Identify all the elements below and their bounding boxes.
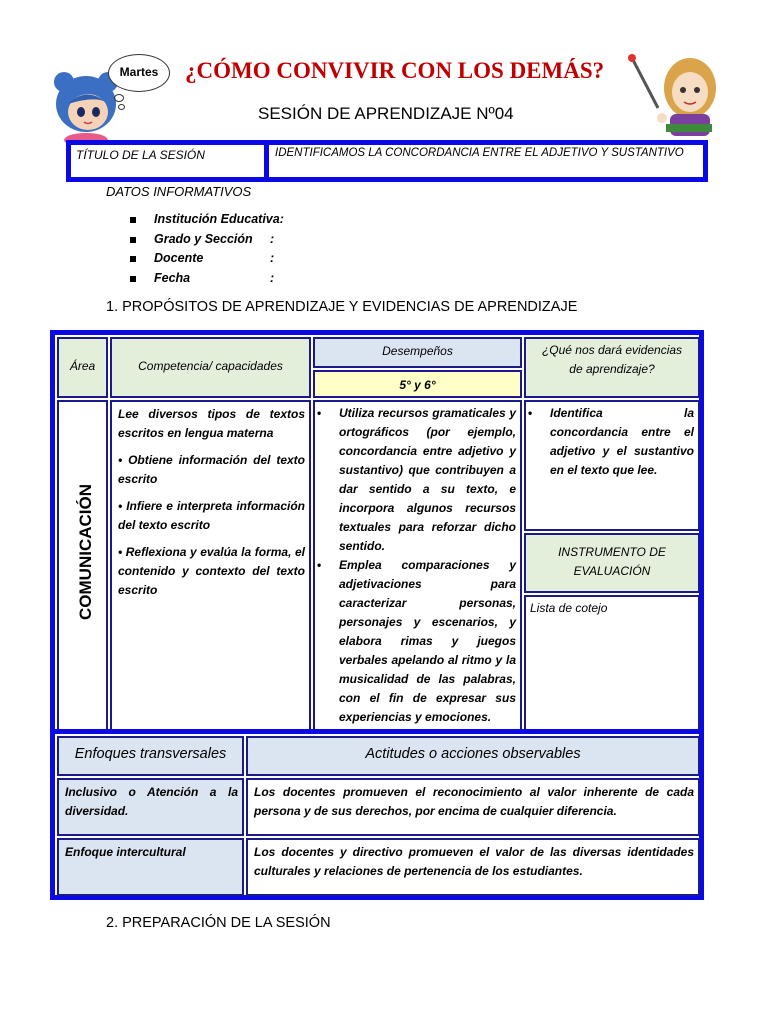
- capacidad-3: • Reflexiona y evalúa la forma, el contenido y contexto del texto escrito: [118, 545, 305, 597]
- actitud-row-1: Los docentes promueven el reconocimiento al valor inherente de cada persona y de sus derechos, por encima de cualquier diferencia.: [246, 778, 700, 836]
- datos-item-docente: Docente :: [130, 251, 284, 271]
- session-title-divider: [264, 140, 269, 182]
- actitud-row-2: Los docentes y directivo promueven el valor de las diversas identidades culturales y relaciones de pertenencia de los estudiantes.: [246, 838, 700, 896]
- evidencia-cell: [524, 400, 700, 531]
- section-1-heading: 1. PROPÓSITOS DE APRENDIZAJE Y EVIDENCIAS DE APRENDIZAJE: [106, 299, 578, 315]
- header-area: Área: [57, 337, 108, 398]
- header-desempenos: Desempeños: [313, 337, 522, 368]
- competencia-cell: [110, 400, 311, 732]
- datos-list: [130, 212, 284, 290]
- header-enfoques: Enfoques transversales: [57, 736, 244, 776]
- teacher-illustration: [626, 52, 736, 140]
- header-grades: 5° y 6°: [313, 370, 522, 398]
- instrumento-header: INSTRUMENTO DE EVALUACIÓN: [524, 533, 700, 593]
- evidencia-item: • Identifica la concordancia entre el adjetivo y el sustantivo en el texto que lee.: [528, 404, 694, 480]
- capacidad-2: • Infiere e interpreta información del texto escrito: [118, 499, 305, 532]
- capacidad-1: • Obtiene información del texto escrito: [118, 453, 305, 486]
- bubble-tail-small: [118, 104, 125, 110]
- desempenos-cell: [313, 400, 522, 732]
- header-evidencias: ¿Qué nos dará evidencias de aprendizaje?: [524, 337, 700, 398]
- area-cell: [57, 400, 108, 732]
- header-actitudes: Actitudes o acciones observables: [246, 736, 700, 776]
- datos-item-fecha: Fecha :: [130, 271, 284, 291]
- datos-heading: DATOS INFORMATIVOS: [106, 184, 252, 199]
- section-2-heading: 2. PREPARACIÓN DE LA SESIÓN: [106, 915, 331, 931]
- header-competencia: Competencia/ capacidades: [110, 337, 311, 398]
- session-subtitle: SESIÓN DE APRENDIZAJE Nº04: [258, 104, 514, 123]
- enfoque-row-2: Enfoque intercultural: [57, 838, 244, 896]
- desempeno-2: • Emplea comparaciones y adjetivaciones para caracterizar personas, personajes y escenarios, y elabora rimas y juegos verbales apelando al ritmo y la musicalidad de las palabras, con el fin de expresar sus experiencias y emociones.: [317, 556, 516, 727]
- area-value: COMUNICACIÓN: [76, 484, 95, 620]
- datos-item-institucion: Institución Educativa:: [130, 212, 284, 232]
- page-title: ¿CÓMO CONVIVIR CON LOS DEMÁS?: [185, 58, 605, 83]
- competencia-main: Lee diversos tipos de textos escritos en lengua materna: [118, 407, 305, 440]
- enfoques-table: [50, 729, 704, 900]
- session-title-value: IDENTIFICAMOS LA CONCORDANCIA ENTRE EL ADJETIVO Y SUSTANTIVO: [275, 147, 684, 159]
- day-bubble: Martes: [108, 54, 170, 92]
- enfoque-row-1: Inclusivo o Atención a la diversidad.: [57, 778, 244, 836]
- instrumento-value: Lista de cotejo: [524, 595, 700, 732]
- session-title-label: TÍTULO DE LA SESIÓN: [76, 148, 205, 162]
- purposes-table: [50, 330, 704, 734]
- desempeno-1: • Utiliza recursos gramaticales y ortográficos (por ejemplo, concordancia entre adjetivo y sustantivo) que contribuyen a dar sentido a su texto, e incorpora algunos recursos textuales para reforzar dicho sentido.: [317, 404, 516, 556]
- datos-item-grado: Grado y Sección :: [130, 232, 284, 252]
- bubble-tail-large: [114, 94, 124, 102]
